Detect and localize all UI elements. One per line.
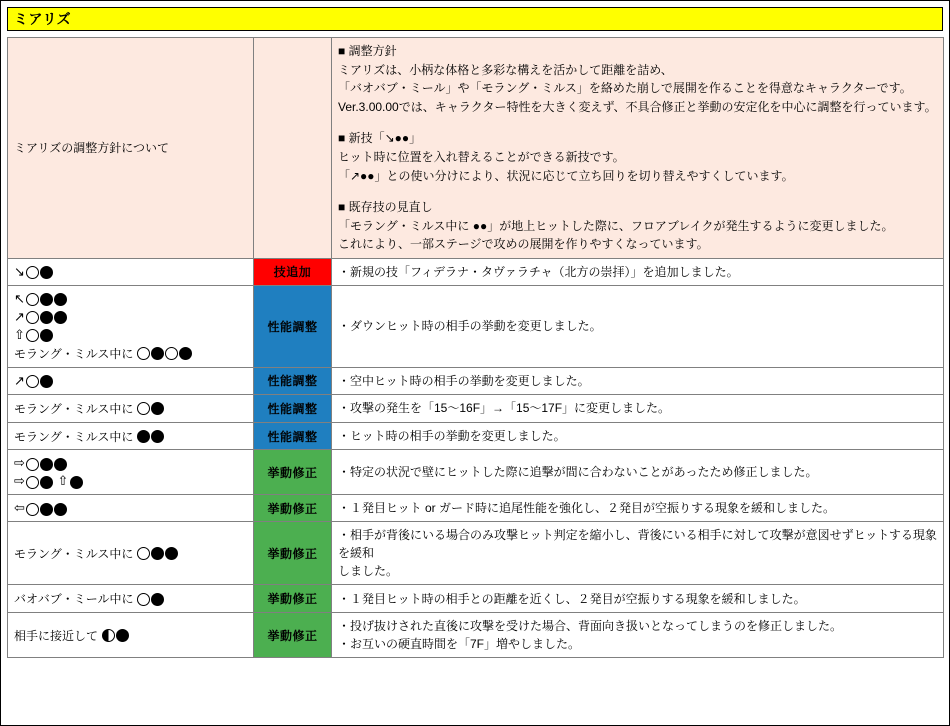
status-badge: 性能調整	[254, 394, 332, 422]
intro-title-cell: ミアリズの調整方針について	[8, 38, 254, 259]
move-input-cell	[8, 450, 254, 495]
button-icon-hollow	[26, 476, 39, 489]
change-description-cell	[332, 367, 944, 394]
character-title-bar	[7, 7, 943, 31]
button-icon-filled	[40, 329, 53, 342]
status-badge: 技追加	[254, 258, 332, 285]
move-input-line	[14, 308, 247, 326]
intro-paragraph: ■ 新技「↘︎●●」	[338, 131, 422, 146]
move-input-cell	[8, 585, 254, 613]
direction-arrow-icon: ⇨	[14, 473, 25, 489]
status-badge: 挙動修正	[254, 522, 332, 585]
change-description-line: しました。	[338, 564, 399, 579]
intro-paragraph: 「↗︎●●」との使い分けにより、状況に応じて立ち回りを切り替えやすくしています。	[338, 168, 794, 183]
move-input-line	[14, 372, 247, 390]
direction-arrow-icon: ↗	[14, 372, 25, 388]
intro-paragraph: ■ 調整方針	[338, 44, 397, 58]
page-title: ミアリズ	[14, 11, 72, 27]
change-description-line: ・１発目ヒット or ガード時に追尾性能を強化し、２発目が空振りする現象を緩和しました。	[338, 501, 835, 516]
button-icon-filled	[40, 476, 53, 489]
change-description-cell	[332, 422, 944, 450]
move-input-line	[14, 290, 247, 308]
status-badge: 性能調整	[254, 367, 332, 394]
move-input-cell	[8, 285, 254, 367]
change-description-cell	[332, 285, 944, 367]
change-description-cell	[332, 450, 944, 495]
changes-table	[7, 37, 944, 658]
change-description-line: ・ダウンヒット時の相手の挙動を変更しました。	[338, 319, 602, 334]
status-badge: 挙動修正	[254, 585, 332, 613]
move-input-cell	[8, 495, 254, 522]
change-description-line: ・ヒット時の相手の挙動を変更しました。	[338, 429, 566, 443]
button-icon-filled	[40, 266, 53, 279]
button-icon-filled	[40, 293, 53, 306]
change-description-cell	[332, 613, 944, 658]
table-row	[8, 422, 944, 450]
table-row	[8, 38, 944, 259]
button-icon-filled	[151, 347, 164, 360]
button-icon-hollow	[26, 293, 39, 306]
button-icon-hollow	[137, 593, 150, 606]
paragraph-spacer	[338, 185, 937, 198]
direction-arrow-icon: ↘	[14, 263, 25, 279]
change-description-cell	[332, 258, 944, 285]
button-icon-half	[102, 629, 115, 642]
button-icon-filled	[151, 593, 164, 606]
table-row	[8, 285, 944, 367]
direction-arrow-icon: ⇧	[53, 473, 69, 489]
intro-paragraph: 「バオバブ・ミール」や「モラング・ミルス」を絡めた崩しで展開を作ることを得意なキャラクターです。	[338, 81, 912, 96]
button-icon-filled	[40, 375, 53, 388]
move-input-line	[14, 544, 247, 563]
move-input-text: モラング・ミルス中に	[14, 401, 137, 416]
intro-paragraph: ■ 既存技の見直し	[338, 200, 433, 215]
button-icon-hollow	[165, 347, 178, 360]
button-icon-hollow	[137, 402, 150, 415]
button-icon-filled	[116, 629, 129, 642]
move-input-line	[14, 326, 247, 344]
table-row	[8, 522, 944, 585]
button-icon-filled	[54, 293, 67, 306]
change-description-cell	[332, 585, 944, 613]
button-icon-filled	[54, 503, 67, 516]
button-icon-hollow	[26, 375, 39, 388]
button-icon-filled	[40, 311, 53, 324]
change-description-cell	[332, 394, 944, 422]
move-input-line	[14, 499, 247, 517]
intro-paragraph: Ver.3.00.00では、キャラクター特性を大きく変えず、不具合修正と挙動の安定化を中心に調整を行っています。	[338, 99, 937, 114]
move-input-line	[14, 263, 247, 281]
change-description-cell	[332, 495, 944, 522]
button-icon-filled	[165, 547, 178, 560]
table-row	[8, 394, 944, 422]
button-icon-hollow	[137, 547, 150, 560]
button-icon-filled	[40, 458, 53, 471]
change-description-cell	[332, 522, 944, 585]
button-icon-hollow	[26, 311, 39, 324]
status-badge: 性能調整	[254, 285, 332, 367]
status-badge: 挙動修正	[254, 495, 332, 522]
button-icon-filled	[179, 347, 192, 360]
button-icon-filled	[151, 430, 164, 443]
button-icon-hollow	[26, 503, 39, 516]
move-input-cell	[8, 422, 254, 450]
table-row	[8, 367, 944, 394]
intro-description-cell	[332, 38, 944, 259]
change-description-line: ・１発目ヒット時の相手との距離を近くし、２発目が空振りする現象を緩和しました。	[338, 591, 806, 606]
button-icon-filled	[70, 476, 83, 489]
table-row	[8, 258, 944, 285]
move-input-text: バオバブ・ミール中に	[14, 592, 137, 607]
change-description-line: ・空中ヒット時の相手の挙動を変更しました。	[338, 373, 590, 388]
change-description-line: ・相手が背後にいる場合のみ攻撃ヒット判定を縮小し、背後にいる相手に対して攻撃が意図せずヒットする現象を緩和	[338, 528, 937, 561]
intro-paragraph: これにより、一部ステージで攻めの展開を作りやすくなっています。	[338, 237, 709, 252]
paragraph-spacer	[338, 116, 937, 129]
direction-arrow-icon: ↗	[14, 308, 25, 324]
move-input-line	[14, 399, 247, 418]
status-badge: 性能調整	[254, 422, 332, 450]
move-input-line	[14, 589, 247, 608]
intro-tag-cell	[254, 38, 332, 259]
table-row	[8, 585, 944, 613]
move-input-line	[14, 454, 247, 472]
button-icon-hollow	[137, 347, 150, 360]
button-icon-filled	[151, 402, 164, 415]
move-input-line	[14, 344, 247, 363]
button-icon-filled	[137, 430, 150, 443]
table-row	[8, 495, 944, 522]
table-row	[8, 450, 944, 495]
move-input-line	[14, 626, 247, 645]
move-input-cell	[8, 258, 254, 285]
intro-paragraph: ヒット時に位置を入れ替えることができる新技です。	[338, 149, 625, 164]
table-row	[8, 613, 944, 658]
change-description-line: ・投げ抜けされた直後に攻撃を受けた場合、背面向き扱いとなってしまうのを修正しました。	[338, 619, 843, 634]
button-icon-hollow	[26, 329, 39, 342]
status-badge: 挙動修正	[254, 613, 332, 658]
intro-paragraph: ミアリズは、小柄な体格と多彩な構えを活かして距離を詰め、	[338, 62, 673, 77]
move-input-cell	[8, 613, 254, 658]
move-input-line	[14, 427, 247, 446]
direction-arrow-icon: ⇨	[14, 455, 25, 471]
button-icon-hollow	[26, 458, 39, 471]
button-icon-filled	[54, 458, 67, 471]
direction-arrow-icon: ↖	[14, 290, 25, 306]
move-input-cell	[8, 367, 254, 394]
direction-arrow-icon: ⇧	[14, 326, 25, 342]
status-badge: 挙動修正	[254, 450, 332, 495]
button-icon-filled	[151, 547, 164, 560]
change-description-line: ・攻撃の発生を「15〜16F」→「15〜17F」に変更しました。	[338, 401, 671, 416]
change-description-line: ・特定の状況で壁にヒットした際に追撃が間に合わないことがあったため修正しました。	[338, 465, 818, 480]
change-description-line: ・お互いの硬直時間を「7F」増やしました。	[338, 637, 581, 652]
move-input-line	[14, 472, 247, 490]
intro-paragraph: 「モラング・ミルス中に ●●」が地上ヒットした際に、フロアブレイクが発生するように変更しました。	[338, 218, 894, 233]
move-input-text: モラング・ミルス中に	[14, 429, 137, 444]
move-input-text: モラング・ミルス中に	[14, 346, 137, 361]
button-icon-filled	[40, 503, 53, 516]
button-icon-hollow	[26, 266, 39, 279]
move-input-text: 相手に接近して	[14, 628, 102, 643]
direction-arrow-icon: ⇦	[14, 500, 25, 516]
change-description-line: ・新規の技「フィデラナ・タヴァラチャ（北方の崇拝）」を追加しました。	[338, 264, 739, 279]
move-input-cell	[8, 394, 254, 422]
button-icon-filled	[54, 311, 67, 324]
move-input-text: モラング・ミルス中に	[14, 546, 137, 561]
move-input-cell	[8, 522, 254, 585]
